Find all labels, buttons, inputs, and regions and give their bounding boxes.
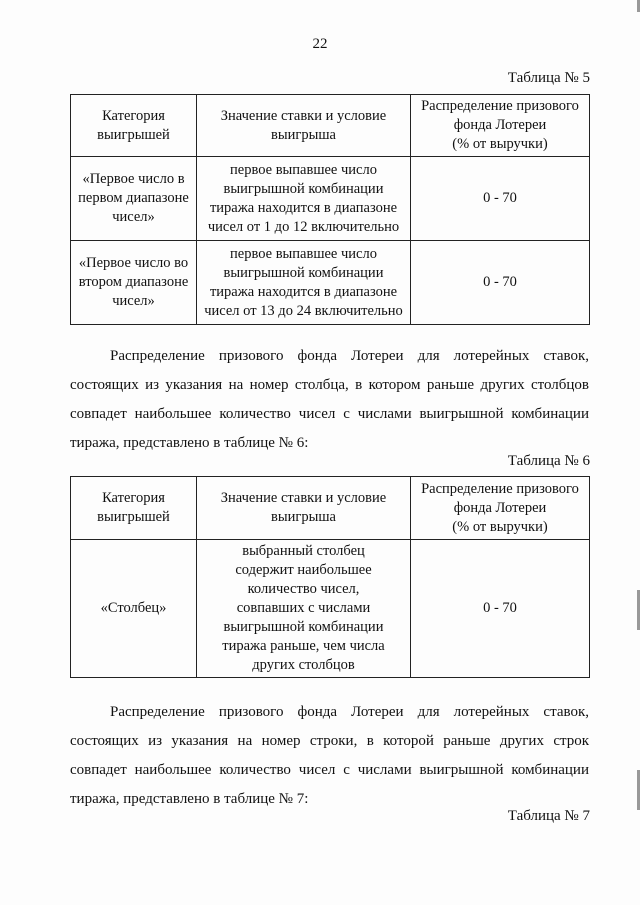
table5-row2-distribution: 0 - 70: [411, 241, 590, 325]
table7-caption: Таблица № 7: [507, 808, 590, 824]
table6-row1-condition: выбранный столбец содержит наибольшее количество чисел, совпавших с числами выигрышной комбинации тиража раньше, чем числа других столбцов: [197, 540, 411, 678]
table5-row1-condition: первое выпавшее число выигрышной комбинации тиража находится в диапазоне чисел от 1 до 12 включительно: [197, 157, 411, 241]
table5-caption: Таблица № 5: [507, 70, 590, 86]
table5-row2-category: «Первое число во втором диапазоне чисел»: [71, 241, 197, 325]
table6-header-row: [71, 477, 590, 540]
table6-header-condition: Значение ставки и условие выигрыша: [197, 477, 411, 540]
table-row: [71, 540, 590, 678]
table5-row2-condition: первое выпавшее число выигрышной комбинации тиража находится в диапазоне чисел от 13 до 24 включительно: [197, 241, 411, 325]
table-row: [71, 157, 590, 241]
table5-row1-distribution: 0 - 70: [411, 157, 590, 241]
table5-header-distribution: Распределение призового фонда Лотереи (% от выручки): [411, 95, 590, 157]
page-number: 22: [312, 36, 328, 52]
table6-row1-category: «Столбец»: [71, 540, 197, 678]
table6-row1-distribution: 0 - 70: [411, 540, 590, 678]
table5-row1-category: «Первое число в первом диапазоне чисел»: [71, 157, 197, 241]
table6: [70, 476, 590, 678]
table6-caption: Таблица № 6: [507, 453, 590, 469]
table6-header-distribution: Распределение призового фонда Лотереи (% от выручки): [411, 477, 590, 540]
table-row: [71, 241, 590, 325]
paragraph-table6-intro: Распределение призового фонда Лотереи для лотерейных ставок, состоящих из указания на номер столбца, в котором раньше других столбцов совпадет наибольшее количество чисел с числами выигрышной комбинации тиража, представлено в таблице № 6:: [70, 348, 589, 451]
table6-header-category: Категория выигрышей: [71, 477, 197, 540]
table5: [70, 94, 590, 325]
table5-header-category: Категория выигрышей: [71, 95, 197, 157]
paragraph-table7-intro: Распределение призового фонда Лотереи для лотерейных ставок, состоящих из указания на номер строки, в которой раньше других строк совпадет наибольшее количество чисел с числами выигрышной комбинации тиража, представлено в таблице № 7:: [70, 704, 589, 807]
table5-header-condition: Значение ставки и условие выигрыша: [197, 95, 411, 157]
table5-header-row: [71, 95, 590, 157]
